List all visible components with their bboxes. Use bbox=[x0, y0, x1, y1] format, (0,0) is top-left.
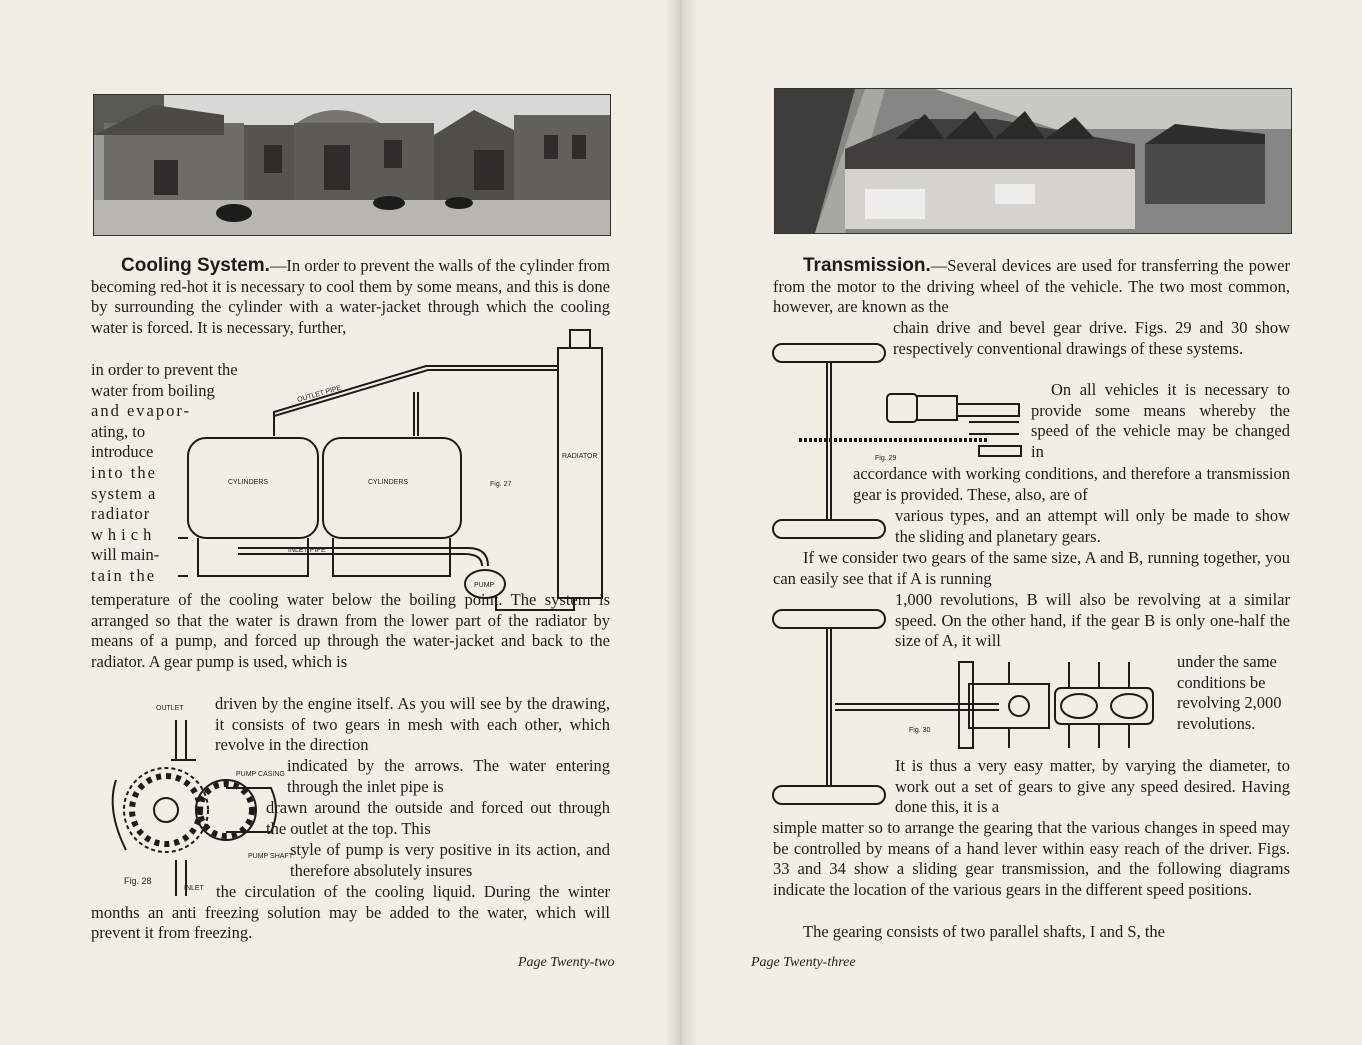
heading-transmission: Transmission. bbox=[803, 255, 931, 276]
fig27-radiator-label: RADIATOR bbox=[562, 453, 598, 460]
transmission-text-4: accordance with working conditions, and therefore a transmission gear is provided. These, also, are of bbox=[853, 464, 1290, 504]
pump-text-block-2: indicated by the arrows. The water entering through the inlet pipe is bbox=[287, 756, 610, 796]
figure-29-caption: Fig. 29 bbox=[875, 455, 897, 462]
figure-27-cooling-diagram bbox=[178, 326, 610, 624]
transmission-text-6: If we consider two gears of the same size, A and B, running together, you can easily see that if A is running bbox=[773, 548, 1290, 588]
transmission-text-9: It is thus a very easy matter, by varying the diameter, to work out a set of gears to give any speed desired. Having done this, it is a bbox=[895, 756, 1290, 817]
transmission-intro: Transmission.—Several devices are used for transferring the power from the motor to the driving wheel of the vehicle. The two most common, however, are known as the bbox=[773, 255, 1290, 317]
transmission-text-8: under the same conditions be revolving 2,000 revolutions. bbox=[1177, 652, 1282, 733]
pump-text-block-4: style of pump is very positive in its action, and therefore absolutely insures bbox=[290, 840, 610, 880]
figure-29-chain-drive bbox=[769, 338, 1029, 548]
transmission-text-5: various types, and an attempt will only be made to show the sliding and planetary gears. bbox=[895, 506, 1290, 546]
right-page bbox=[681, 0, 1362, 1045]
book-gutter bbox=[664, 0, 698, 1045]
page-number-left: Page Twenty-two bbox=[518, 955, 615, 970]
factory-photo-right bbox=[774, 88, 1292, 234]
fig27-pump-label: PUMP bbox=[474, 582, 495, 589]
transmission-text-3: On all vehicles it is necessary to provide some means whereby the speed of the vehicle may be changed in bbox=[1031, 380, 1290, 461]
fig28-inlet-label: INLET bbox=[184, 885, 204, 892]
cooling-system-text: Cooling System.—In order to prevent the walls of the cylinder from becoming red-hot it is necessary to cool them by some means, and this is done by surrounding the cylinder with a water-jacket through which the cooling water is forced. It is necessary, further, bbox=[91, 255, 610, 337]
transmission-text-7: 1,000 revolutions, B will also be revolving at a similar speed. On the other hand, if the gear B is only one-half the size of A, it will bbox=[895, 590, 1290, 651]
fig28-outlet-label: OUTLET bbox=[156, 705, 184, 712]
transmission-text-11: The gearing consists of two parallel shafts, I and S, the bbox=[803, 922, 1165, 941]
figure-28-gear-pump bbox=[96, 700, 293, 900]
heading-cooling-system: Cooling System. bbox=[121, 255, 270, 276]
transmission-text-10: simple matter so to arrange the gearing that the various changes in speed may be controlled by means of a hand lever within easy reach of the driver. Figs. 33 and 34 show a sliding gear transmission, and the following diagrams indicate the location of the various gears in the different speed positions. bbox=[773, 818, 1290, 899]
fig27-inlet-pipe-label: INLET PIPE bbox=[288, 547, 326, 554]
pump-text-block: driven by the engine itself. As you will see by the drawing, it consists of two gears in mesh with each other, which revolve in the direction bbox=[215, 694, 610, 755]
figure-30-bevel-drive bbox=[769, 604, 1179, 814]
figure-28-caption: Fig. 28 bbox=[124, 876, 152, 886]
page-number-right: Page Twenty-three bbox=[751, 955, 856, 970]
fig27-cylinder-2-label: CYLINDERS bbox=[368, 479, 409, 486]
transmission-text-2: chain drive and bevel gear drive. Figs. 29 and 30 show respectively conventional drawings of these systems. bbox=[893, 318, 1290, 358]
fig28-pump-shaft-label: PUMP SHAFT bbox=[248, 853, 293, 860]
fig27-outlet-pipe-label: OUTLET PIPE bbox=[296, 384, 343, 404]
fig27-cylinder-1-label: CYLINDERS bbox=[228, 479, 269, 486]
pump-text-block-3: drawn around the outside and forced out through the outlet at the top. This bbox=[266, 798, 610, 838]
fig28-pump-casing-label: PUMP CASING bbox=[236, 771, 285, 778]
cooling-wrap-column: in order to prevent the water from boiling and evapor- ating, to introduce into the system a radiator which will main- tain the bbox=[91, 360, 238, 585]
pump-text-block-5: the circulation of the cooling liquid. During the winter months an anti freezing solution may be added to the water, which will prevent it from freezing. bbox=[91, 882, 610, 943]
factory-photo-left bbox=[93, 94, 611, 236]
figure-30-caption: Fig. 30 bbox=[909, 727, 931, 734]
figure-27-caption: Fig. 27 bbox=[490, 481, 512, 488]
cooling-text-middle: temperature of the cooling water below the boiling point. The system is arranged so that the water is drawn from the lower part of the radiator by means of a pump, and forced up through the water-jacket and back to the radiator. A gear pump is used, which is bbox=[91, 590, 610, 671]
